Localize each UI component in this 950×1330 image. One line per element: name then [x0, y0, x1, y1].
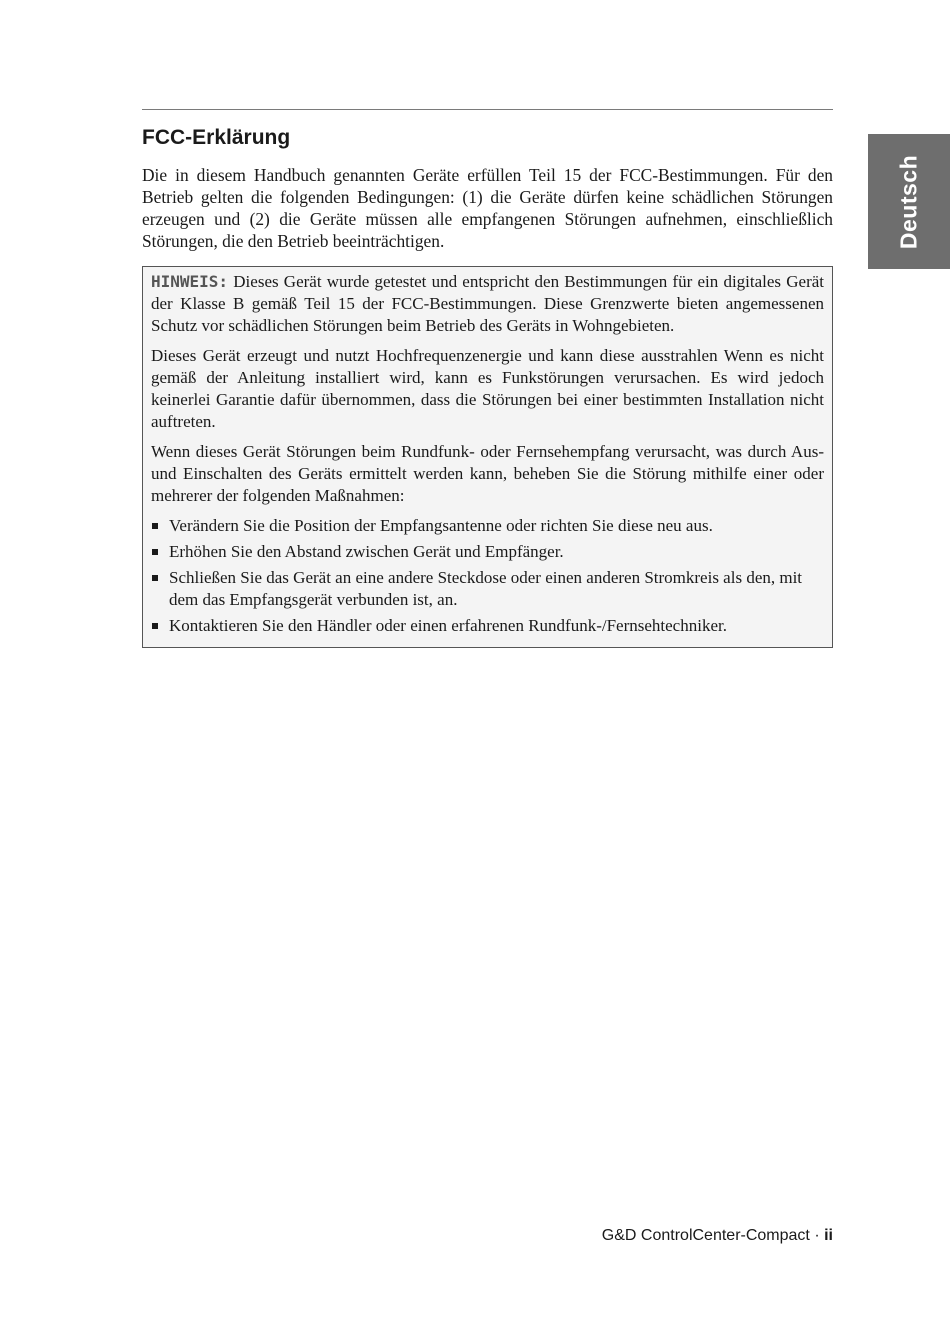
page-footer: [602, 1227, 833, 1245]
header-rule: [142, 109, 833, 110]
square-bullet-icon: [152, 523, 158, 529]
measures-list: [151, 515, 824, 637]
list-item: [151, 515, 824, 537]
list-item-text: Erhöhen Sie den Abstand zwischen Gerät und Empfänger.: [169, 542, 564, 561]
square-bullet-icon: [152, 623, 158, 629]
note-paragraph-3: Wenn dieses Gerät Störungen beim Rundfunk- oder Fernsehempfang verursacht, was durch Aus- und Einschalten des Geräts ermittelt werden kann, beheben Sie die Störung mithilfe einer oder mehrerer der folgenden Maßnahmen:: [151, 442, 824, 505]
note-paragraph-2: Dieses Gerät erzeugt und nutzt Hochfrequenzenergie und kann diese ausstrahlen Wenn es nicht gemäß der Anleitung installiert wird, kann es Funkstörungen verursachen. Es wird jedoch keinerlei Garantie dafür übernommen, dass die Störungen bei einer bestimmten Installation nicht auftreten.: [151, 346, 824, 431]
list-item-text: Verändern Sie die Position der Empfangsantenne oder richten Sie diese neu aus.: [169, 516, 713, 535]
list-item-text: Schließen Sie das Gerät an eine andere Steckdose oder einen anderen Stromkreis als den, mit dem das Empfangsgerät verbunden ist, an.: [169, 568, 803, 609]
note-label: HINWEIS:: [151, 272, 229, 291]
note-box: [142, 266, 833, 648]
footer-product: G&D ControlCenter-Compact: [601, 1227, 810, 1244]
page-number: ii: [824, 1227, 833, 1244]
list-item-text: Kontaktieren Sie den Händler oder einen erfahrenen Rundfunk-/Fernsehtechniker.: [169, 616, 727, 635]
list-item: [151, 567, 824, 611]
list-item: [151, 541, 824, 563]
section-title: FCC-Erklärung: [142, 126, 291, 149]
square-bullet-icon: [152, 575, 158, 581]
note-paragraph-1: [151, 271, 824, 337]
language-tab-label: Deutsch: [895, 154, 922, 249]
square-bullet-icon: [152, 549, 158, 555]
intro-paragraph: Die in diesem Handbuch genannten Geräte erfüllen Teil 15 der FCC-Bestimmungen. Für den Betrieb gelten die folgenden Bedingungen: (1) die Geräte dürfen keine schädlichen Störungen erzeugen und (2) die Geräte müssen alle empfangenen Störungen aufnehmen, einschließlich Störungen, die den Betrieb beeinträchtigen.: [142, 165, 833, 251]
language-tab: [868, 134, 950, 269]
note-paragraph-1-text: Dieses Gerät wurde getestet und entspricht den Bestimmungen für ein digitales Gerät der Klasse B gemäß Teil 15 der FCC-Bestimmungen. Diese Grenzwerte bieten angemessenen Schutz vor schädlichen Störungen beim Betrieb des Geräts in Wohngebieten.: [151, 272, 824, 335]
list-item: [151, 615, 824, 637]
footer-separator: ·: [814, 1227, 820, 1244]
